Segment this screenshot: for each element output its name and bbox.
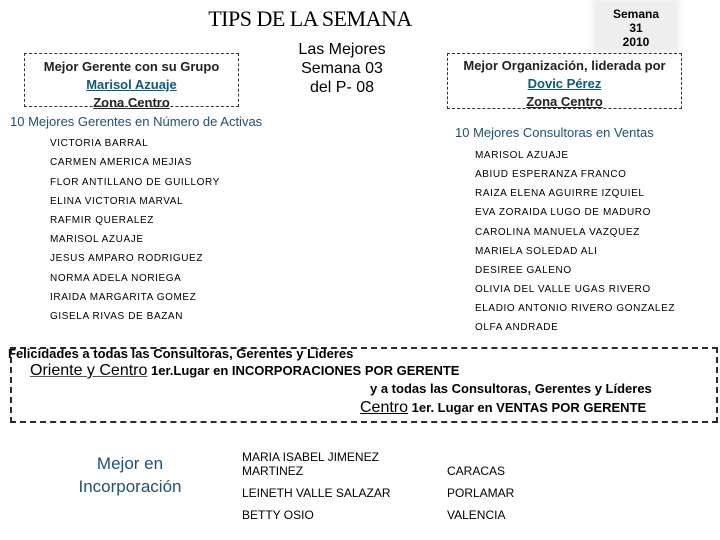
list-item: VICTORIA BARRAL <box>50 138 149 149</box>
congrats-line4 <box>360 399 646 417</box>
best-manager-box <box>24 53 239 110</box>
managers-heading: 10 Mejores Gerentes en Número de Activas <box>10 114 263 129</box>
week-badge-year: 2010 <box>622 35 650 49</box>
congrats-line2 <box>12 362 492 380</box>
list-item: OLFA ANDRADE <box>475 322 559 333</box>
list-item: RAIZA ELENA AGUIRRE IZQUIEL <box>475 188 645 199</box>
table-cell-name: BETTY OSIO <box>242 508 314 522</box>
consultants-heading: 10 Mejores Consultoras en Ventas <box>455 125 654 140</box>
congrats-line4-text: 1er. Lugar en VENTAS POR GERENTE <box>408 400 647 415</box>
list-item: ELADIO ANTONIO RIVERO GONZALEZ <box>475 303 676 314</box>
list-item: MARISOL AZUAJE <box>475 150 569 161</box>
list-item: RAFMIR QUERALEZ <box>50 215 155 226</box>
center-heading-line1: Las Mejores <box>298 41 386 58</box>
week-badge-number: 31 <box>629 21 643 35</box>
best-manager-heading: Mejor Gerente con su Grupo <box>43 59 220 74</box>
list-item: CAROLINA MANUELA VAZQUEZ <box>475 227 640 238</box>
best-org-box <box>447 53 682 109</box>
table-cell-name: LEINETH VALLE SALAZAR <box>242 486 391 500</box>
list-item: CARMEN AMERICA MEJIAS <box>50 157 193 168</box>
incorporation-label: Mejor en Incorporación <box>78 454 182 496</box>
list-item: ABIUD ESPERANZA FRANCO <box>475 169 627 180</box>
list-item: JESUS AMPARO RODRIGUEZ <box>50 253 204 264</box>
list-item: NORMA ADELA NORIEGA <box>50 273 182 284</box>
list-item: EVA ZORAIDA LUGO DE MADURO <box>475 207 652 218</box>
best-org-zone: Zona Centro <box>526 94 603 109</box>
congrats-region: Oriente y Centro <box>30 362 148 379</box>
list-item: GISELA RIVAS DE BAZAN <box>50 311 184 322</box>
list-item: MARIELA SOLEDAD ALI <box>475 246 598 257</box>
best-manager-name: Marisol Azuaje <box>86 77 177 92</box>
best-org-name: Dovic Pérez <box>527 76 602 91</box>
congrats-line1: Felicidades a todas las Consultoras, Gerentes y Líderes <box>8 346 354 361</box>
list-item: IRAIDA MARGARITA GOMEZ <box>50 292 197 303</box>
week-badge-label: Semana <box>612 7 660 21</box>
center-heading-line2: Semana 03 <box>301 60 383 77</box>
congrats-line3: y a todas las Consultoras, Gerentes y Líderes <box>370 381 652 396</box>
week-badge <box>597 3 675 49</box>
list-item: FLOR ANTILLANO DE GUILLORY <box>50 177 220 188</box>
best-manager-zone: Zona Centro <box>93 95 170 110</box>
center-heading-line3: del P- 08 <box>309 79 375 96</box>
best-org-heading: Mejor Organización, liderada por <box>463 58 666 73</box>
page-title: TIPS DE LA SEMANA <box>208 6 412 31</box>
list-item: MARISOL AZUAJE <box>50 234 144 245</box>
list-item: OLIVIA DEL VALLE UGAS RIVERO <box>475 284 651 295</box>
congrats-zone: Centro <box>360 399 409 416</box>
table-cell-city: PORLAMAR <box>447 486 515 500</box>
congrats-line2-text: 1er.Lugar en INCORPORACIONES POR GERENTE <box>147 363 460 378</box>
center-heading <box>282 40 402 97</box>
table-cell-city: CARACAS <box>447 464 506 478</box>
list-item: DESIREE GALENO <box>475 265 572 276</box>
table-cell-city: VALENCIA <box>447 508 506 522</box>
list-item: ELINA VICTORIA MARVAL <box>50 196 184 207</box>
table-cell-name: MARIA ISABEL JIMENEZ MARTINEZ <box>242 450 379 478</box>
